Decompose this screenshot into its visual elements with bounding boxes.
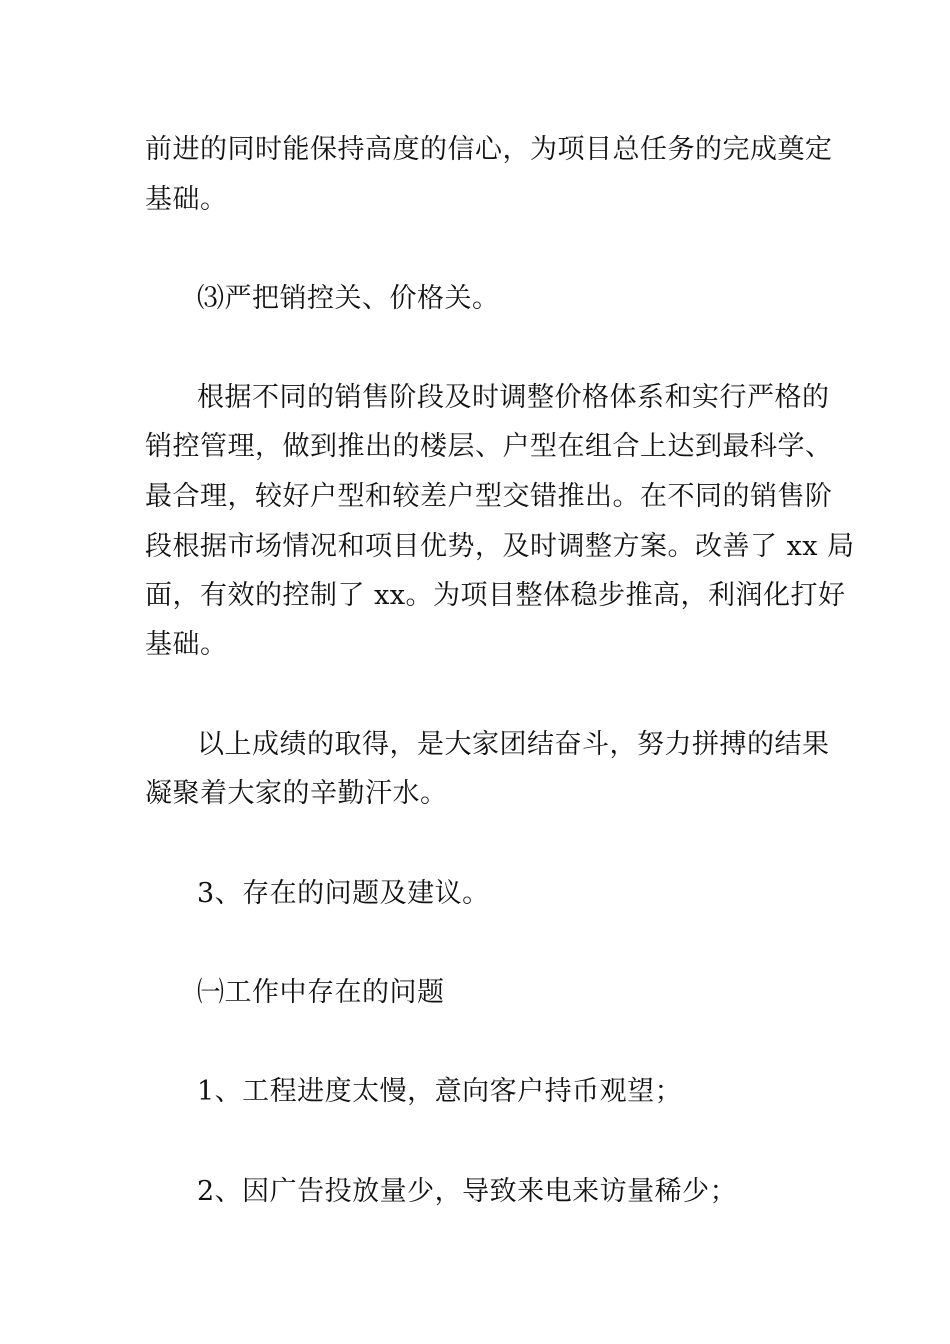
list-item-2: 2、因广告投放量少，导致来电来访量稀少；	[197, 1176, 738, 1207]
paragraph-3-line-3: 最合理，较好户型和较差户型交错推出。在不同的销售阶	[145, 481, 833, 512]
section-heading-issues: 3、存在的问题及建议。	[197, 878, 490, 909]
list-item-1: 1、工程进度太慢，意向客户持币观望；	[197, 1076, 683, 1107]
paragraph-3-line-2: 销控管理，做到推出的楼层、户型在组合上达到最科学、	[145, 431, 833, 462]
paragraph-4-line-1: 以上成绩的取得，是大家团结奋斗，努力拼搏的结果	[197, 729, 830, 760]
paragraph-3-line-1: 根据不同的销售阶段及时调整价格体系和实行严格的	[197, 382, 830, 413]
paragraph-1-line-1: 前进的同时能保持高度的信心，为项目总任务的完成奠定	[145, 134, 833, 165]
paragraph-1-line-2: 基础。	[145, 184, 228, 215]
paragraph-2-heading: ⑶严把销控关、价格关。	[197, 283, 500, 314]
paragraph-3-line-6: 基础。	[145, 629, 228, 660]
paragraph-3-line-5: 面，有效的控制了 xx。为项目整体稳步推高，利润化打好	[145, 580, 846, 611]
paragraph-3-line-4: 段根据市场情况和项目优势，及时调整方案。改善了 xx 局	[145, 531, 855, 562]
paragraph-4-line-2: 凝聚着大家的辛勤汗水。	[145, 778, 448, 809]
subsection-heading-problems: ㈠工作中存在的问题	[197, 977, 445, 1008]
